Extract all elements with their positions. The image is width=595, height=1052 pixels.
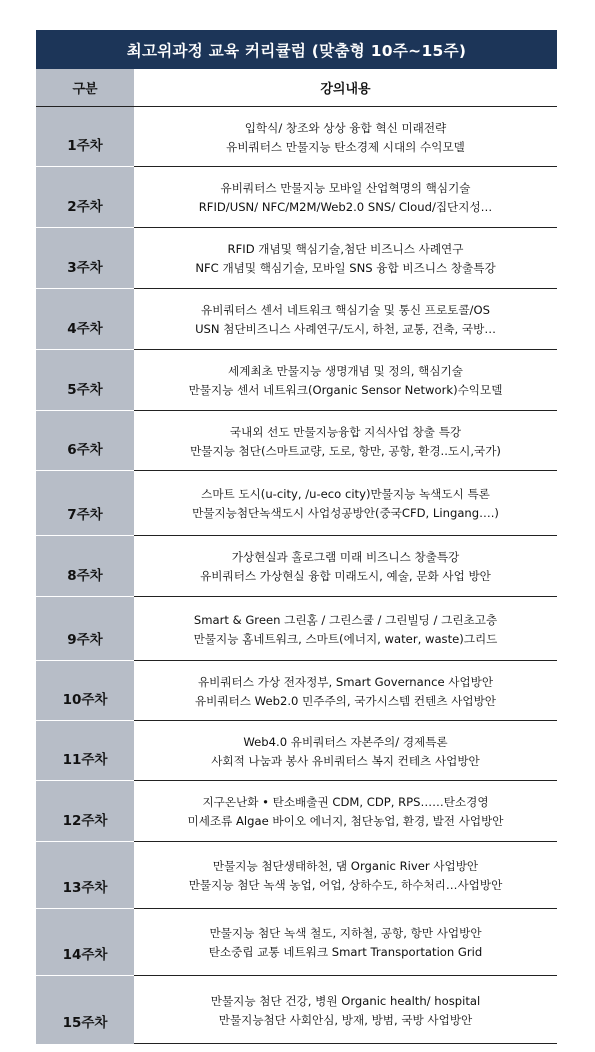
content-line: RFID/USN/ NFC/M2M/Web2.0 SNS/ Cloud/집단지성…: [198, 200, 493, 214]
content-line: 만물지능 센서 네트워크(Organic Sensor Network)수익모델: [188, 383, 503, 397]
content-line: 유비쿼터스 가상 전자정부, Smart Governance 사업방안: [197, 674, 494, 689]
table-row: [36, 289, 557, 350]
lecture-content: [134, 167, 557, 228]
content-line: 사회적 나눔과 봉사 유비쿼터스 복지 컨테츠 사업방안: [211, 753, 480, 768]
lecture-content: [134, 976, 557, 1044]
week-label: 4주차: [36, 289, 134, 350]
lecture-content: [134, 536, 557, 597]
content-line: 만물지능 첨단 녹색 농업, 어업, 상하수도, 하수처리…사업방안: [188, 878, 503, 892]
week-label: 6주차: [36, 411, 134, 471]
lecture-content: [134, 107, 557, 167]
content-line: 스마트 도시(u-city, /u-eco city)만물지능 녹색도시 특론: [201, 487, 490, 501]
content-line: 만물지능 첨단(스마트교량, 도로, 항만, 공항, 환경..도시,국가): [190, 443, 501, 458]
curriculum-table: [36, 69, 557, 1044]
content-line: 입학식/ 창조와 상상 융합 혁신 미래전략: [244, 120, 447, 135]
lecture-content: [134, 471, 557, 536]
week-label: 14주차: [36, 909, 134, 976]
lecture-content: [134, 411, 557, 471]
content-line: 탄소중립 교통 네트워크 Smart Transportation Grid: [208, 945, 483, 959]
content-line: 만물지능첨단녹색도시 사업성공방안(중국CFD, Lingang….): [192, 506, 499, 520]
week-label: 5주차: [36, 350, 134, 411]
page-title: 최고위과정 교육 커리큘럼 (맞춤형 10주~15주): [36, 30, 557, 69]
content-line: Smart & Green 그린홈 / 그린스쿨 / 그린빌딩 / 그린초고층: [193, 612, 498, 627]
content-line: 유비쿼터스 만물지능 모바일 산업혁명의 핵심기술: [220, 181, 471, 195]
week-label: 1주차: [36, 107, 134, 167]
content-line: 국내외 선도 만물지능융합 지식사업 창출 특강: [229, 424, 462, 439]
table-row: [36, 976, 557, 1044]
content-line: 만물지능첨단 사회안심, 방재, 방범, 국방 사업방안: [218, 1012, 473, 1027]
header-content: 강의내용: [134, 69, 557, 107]
content-line: 만물지능 첨단 녹색 철도, 지하철, 공항, 항만 사업방안: [209, 926, 482, 940]
table-row: [36, 107, 557, 167]
table-row: [36, 411, 557, 471]
content-line: 유비쿼터스 센서 네트워크 핵심기술 및 통신 프로토콜/OS: [201, 303, 490, 317]
table-row: [36, 842, 557, 909]
content-line: 지구온난화 • 탄소배출권 CDM, CDP, RPS……탄소경영: [202, 795, 489, 809]
content-line: 만물지능 첨단 건강, 병원 Organic health/ hospital: [210, 993, 481, 1008]
table-header-row: [36, 69, 557, 107]
week-label: 15주차: [36, 976, 134, 1044]
lecture-content: [134, 228, 557, 289]
table-row: [36, 536, 557, 597]
content-line: 유비쿼터스 만물지능 탄소경제 시대의 수익모델: [226, 139, 465, 154]
table-row: [36, 909, 557, 976]
header-week: 구분: [36, 69, 134, 107]
week-label: 3주차: [36, 228, 134, 289]
curriculum-document: [36, 30, 557, 1044]
table-row: [36, 661, 557, 721]
week-label: 11주차: [36, 721, 134, 781]
lecture-content: [134, 721, 557, 781]
table-row: [36, 471, 557, 536]
content-line: 만물지능 첨단생태하천, 댐 Organic River 사업방안: [212, 859, 479, 873]
lecture-content: [134, 842, 557, 909]
week-label: 9주차: [36, 597, 134, 661]
lecture-content: [134, 909, 557, 976]
table-row: [36, 597, 557, 661]
table-row: [36, 350, 557, 411]
content-line: 유비쿼터스 가상현실 융합 미래도시, 예술, 문화 사업 방안: [200, 569, 491, 583]
content-line: USN 첨단비즈니스 사례연구/도시, 하천, 교통, 건축, 국방…: [195, 322, 496, 336]
content-line: RFID 개념및 핵심기술,첨단 비즈니스 사례연구: [227, 242, 464, 256]
lecture-content: [134, 350, 557, 411]
lecture-content: [134, 597, 557, 661]
week-label: 12주차: [36, 781, 134, 842]
content-line: 유비쿼터스 Web2.0 민주주의, 국가시스템 컨텐츠 사업방안: [194, 693, 497, 708]
content-line: 만물지능 홈네트워크, 스마트(에너지, water, waste)그리드: [193, 631, 498, 646]
content-line: NFC 개념및 핵심기술, 모바일 SNS 융합 비즈니스 창출특강: [195, 261, 496, 275]
week-label: 7주차: [36, 471, 134, 536]
content-line: Web4.0 유비쿼터스 자본주의/ 경제특론: [243, 734, 448, 749]
lecture-content: [134, 289, 557, 350]
lecture-content: [134, 781, 557, 842]
table-row: [36, 781, 557, 842]
week-label: 8주차: [36, 536, 134, 597]
table-row: [36, 167, 557, 228]
week-label: 13주차: [36, 842, 134, 909]
week-label: 2주차: [36, 167, 134, 228]
table-row: [36, 228, 557, 289]
lecture-content: [134, 661, 557, 721]
content-line: 세계최초 만물지능 생명개념 및 정의, 핵심기술: [228, 364, 463, 378]
week-label: 10주차: [36, 661, 134, 721]
content-line: 미세조류 Algae 바이오 에너지, 첨단농업, 환경, 발전 사업방안: [187, 814, 504, 828]
content-line: 가상현실과 홀로그램 미래 비즈니스 창출특강: [231, 550, 460, 564]
table-row: [36, 721, 557, 781]
